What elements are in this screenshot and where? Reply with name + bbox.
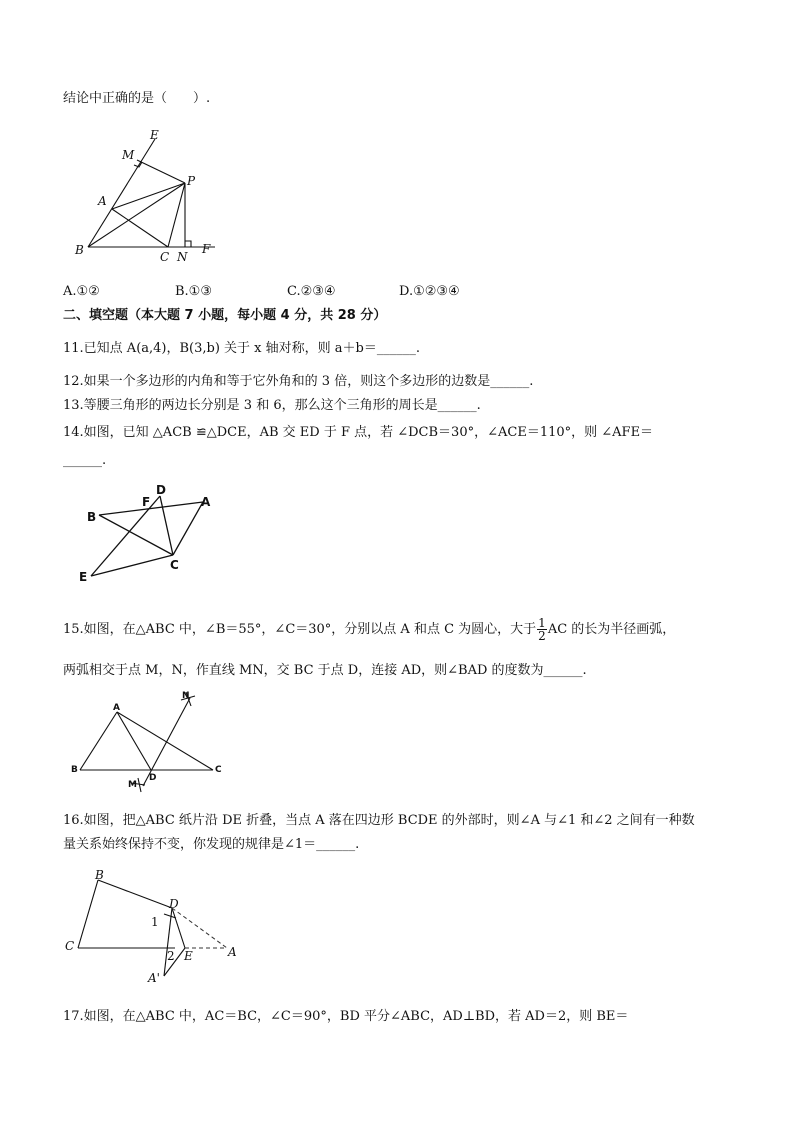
q15-frac-num: 1 [538, 616, 546, 630]
label-E: E [150, 128, 159, 142]
question-15-line1 [63, 617, 675, 642]
q14-figure [75, 482, 220, 587]
question-11: 11.已知点 A(a,4)，B(3,b) 关于 x 轴对称，则 a＋b＝______. [63, 341, 420, 356]
label-M: M [128, 780, 137, 790]
label-B: B [87, 510, 97, 524]
label-E: E [184, 949, 193, 963]
question-12: 12.如果一个多边形的内角和等于它外角和的 3 倍，则这个多边形的边数是______. [63, 374, 534, 389]
label-A: A [98, 194, 107, 208]
label-2: 2 [167, 949, 175, 963]
label-D: D [156, 483, 166, 497]
question-15-line2: 两弧相交于点 M，N，作直线 MN，交 BC 于点 D，连接 AD，则∠BAD 的度数为______. [63, 663, 587, 678]
label-F: F [142, 495, 151, 509]
q15-fraction [537, 617, 547, 642]
q10-intro: 结论中正确的是（ ）. [63, 91, 211, 106]
question-16-line2: 量关系始终保持不变，你发现的规律是∠1＝______. [63, 837, 360, 852]
label-M: M [122, 148, 135, 162]
q15-figure [65, 688, 230, 793]
label-N: N [177, 250, 188, 264]
option-a: A.①② [63, 284, 100, 299]
q15-text-b: AC 的长为半径画弧， [547, 621, 676, 637]
label-C: C [170, 558, 179, 572]
label-N: N [182, 691, 190, 701]
q15-text-a: 15.如图，在△ABC 中，∠B＝55°，∠C＝30°，分别以点 A 和点 C 为圆心，大于 [63, 621, 537, 637]
section-title: 二、填空题（本大题 7 小题，每小题 4 分，共 28 分） [63, 308, 387, 323]
label-F: F [202, 242, 211, 256]
label-C: C [65, 939, 75, 953]
label-A: A [201, 495, 211, 509]
q15-frac-den: 2 [538, 629, 546, 643]
label-A: A [228, 945, 237, 959]
question-13: 13.等腰三角形的两边长分别是 3 和 6，那么这个三角形的周长是______. [63, 398, 481, 413]
option-b: B.①③ [175, 284, 212, 299]
question-14-line1: 14.如图，已知 △ACB ≌△DCE，AB 交 ED 于 F 点，若 ∠DCB＝30°，∠ACE＝110°，则 ∠AFE＝ [63, 425, 654, 440]
label-1: 1 [151, 915, 159, 929]
q16-figure [60, 868, 245, 988]
label-C: C [160, 250, 170, 264]
label-P: P [187, 174, 196, 188]
label-B: B [71, 765, 78, 775]
question-16-line1: 16.如图，把△ABC 纸片沿 DE 折叠，当点 A 落在四边形 BCDE 的外部时，则∠A 与∠1 和∠2 之间有一种数 [63, 813, 695, 828]
label-D: D [149, 773, 157, 783]
label-A-prime: A' [148, 971, 160, 985]
label-B: B [95, 868, 104, 882]
label-E: E [79, 570, 88, 584]
option-d: D.①②③④ [399, 284, 460, 299]
question-17: 17.如图，在△ABC 中，AC＝BC，∠C＝90°，BD 平分∠ABC，AD⊥BD，若 AD＝2，则 BE＝ [63, 1009, 629, 1024]
label-B: B [75, 243, 84, 257]
question-14-line2: ______. [63, 453, 107, 468]
label-C: C [215, 765, 222, 775]
label-D: D [169, 897, 179, 911]
label-A: A [113, 703, 120, 713]
option-c: C.②③④ [287, 284, 336, 299]
q10-figure [60, 125, 230, 265]
